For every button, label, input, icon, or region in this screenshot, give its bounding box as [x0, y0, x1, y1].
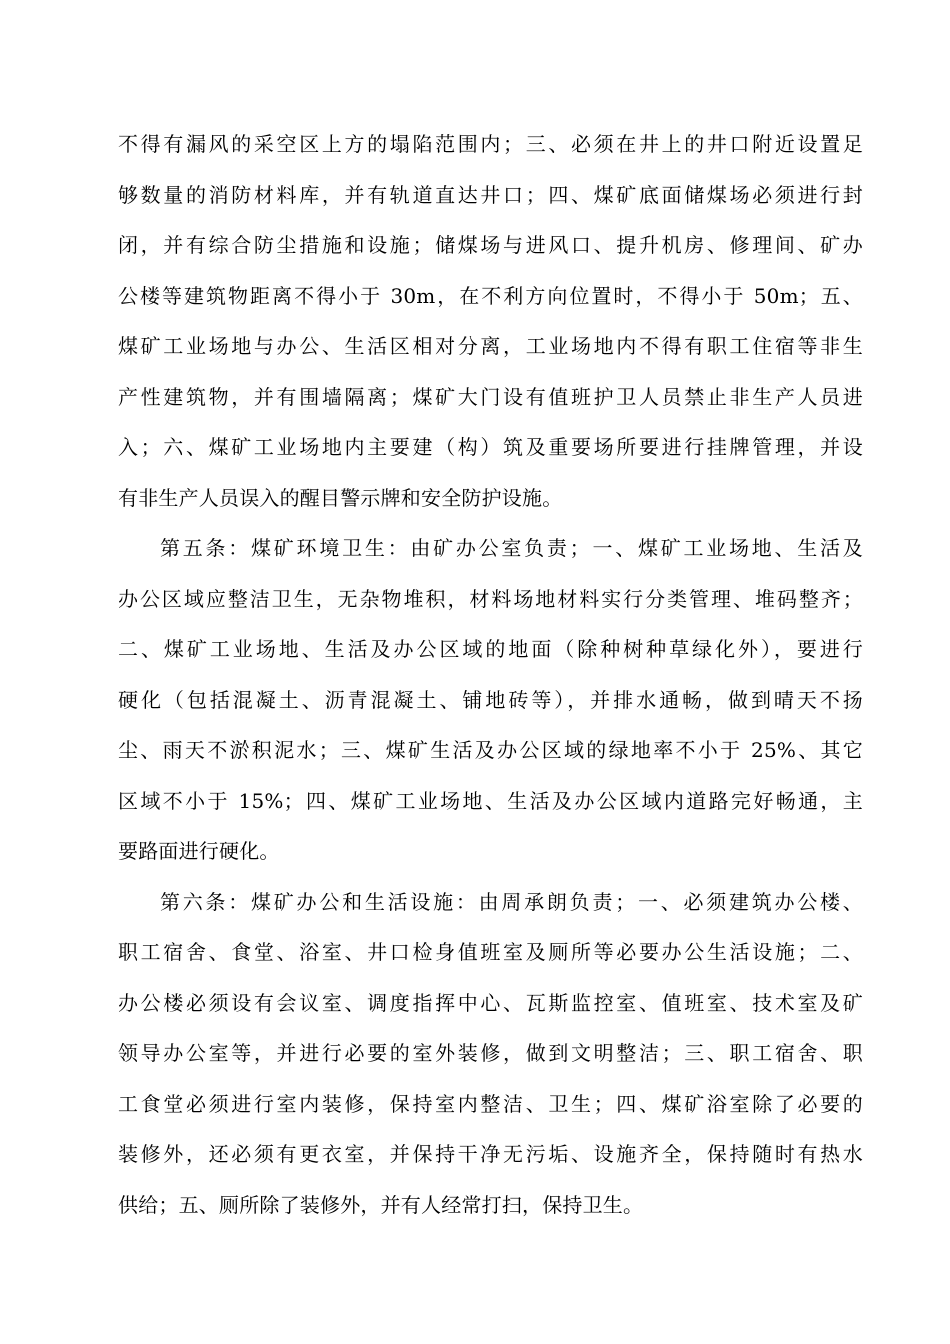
text-line: 产性建筑物，并有围墙隔离；煤矿大门设有值班护卫人员禁止非生产人员进	[118, 384, 863, 409]
document-page	[118, 124, 863, 1235]
text-line: 工食堂必须进行室内装修，保持室内整洁、卫生；四、煤矿浴室除了必要的	[118, 1091, 863, 1116]
text-line: 办公区域应整洁卫生，无杂物堆积，材料场地材料实行分类管理、堆码整齐；	[118, 586, 863, 611]
text-line: 入；六、煤矿工业场地内主要建（构）筑及重要场所要进行挂牌管理，并设	[118, 435, 863, 459]
text-line: 第五条：煤矿环境卫生：由矿办公室负责；一、煤矿工业场地、生活及	[160, 536, 863, 560]
paragraph-continuation	[118, 124, 863, 528]
text-line: 不得有漏风的采空区上方的塌陷范围内；三、必须在井上的井口附近设置足	[118, 132, 863, 156]
text-line: 硬化（包括混凝土、沥青混凝土、铺地砖等），并排水通畅，做到晴天不扬	[118, 687, 863, 712]
text-line: 尘、雨天不淤积泥水；三、煤矿生活及办公区域的绿地率不小于 25%、其它	[118, 738, 863, 762]
text-line: 公楼等建筑物距离不得小于 30m，在不利方向位置时，不得小于 50m；五、	[118, 283, 863, 308]
text-line: 二、煤矿工业场地、生活及办公区域的地面（除种树种草绿化外），要进行	[118, 637, 863, 661]
text-line: 闭，并有综合防尘措施和设施；储煤场与进风口、提升机房、修理间、矿办	[118, 233, 863, 257]
text-line: 要路面进行硬化。	[118, 839, 280, 863]
text-line: 够数量的消防材料库，并有轨道直达井口；四、煤矿底面储煤场必须进行封	[118, 182, 863, 207]
text-line: 有非生产人员误入的醒目警示牌和安全防护设施。	[118, 485, 563, 510]
text-line: 第六条：煤矿办公和生活设施：由周承朗负责；一、必须建筑办公楼、	[160, 889, 863, 914]
text-line: 领导办公室等，并进行必要的室外装修，做到文明整洁；三、职工宿舍、职	[118, 1041, 863, 1065]
text-line: 区域不小于 15%；四、煤矿工业场地、生活及办公区域内道路完好畅通，主	[118, 788, 863, 813]
text-line: 装修外，还必须有更衣室，并保持干净无污垢、设施齐全，保持随时有热水	[118, 1142, 863, 1166]
text-line: 办公楼必须设有会议室、调度指挥中心、瓦斯监控室、值班室、技术室及矿	[118, 990, 863, 1015]
article-5-paragraph	[118, 528, 863, 882]
text-line: 职工宿舍、食堂、浴室、井口检身值班室及厕所等必要办公生活设施；二、	[118, 940, 863, 964]
article-6-paragraph	[118, 882, 863, 1236]
text-line: 煤矿工业场地与办公、生活区相对分离，工业场地内不得有职工住宿等非生	[118, 334, 863, 358]
text-line: 供给；五、厕所除了装修外，并有人经常打扫，保持卫生。	[118, 1192, 644, 1217]
